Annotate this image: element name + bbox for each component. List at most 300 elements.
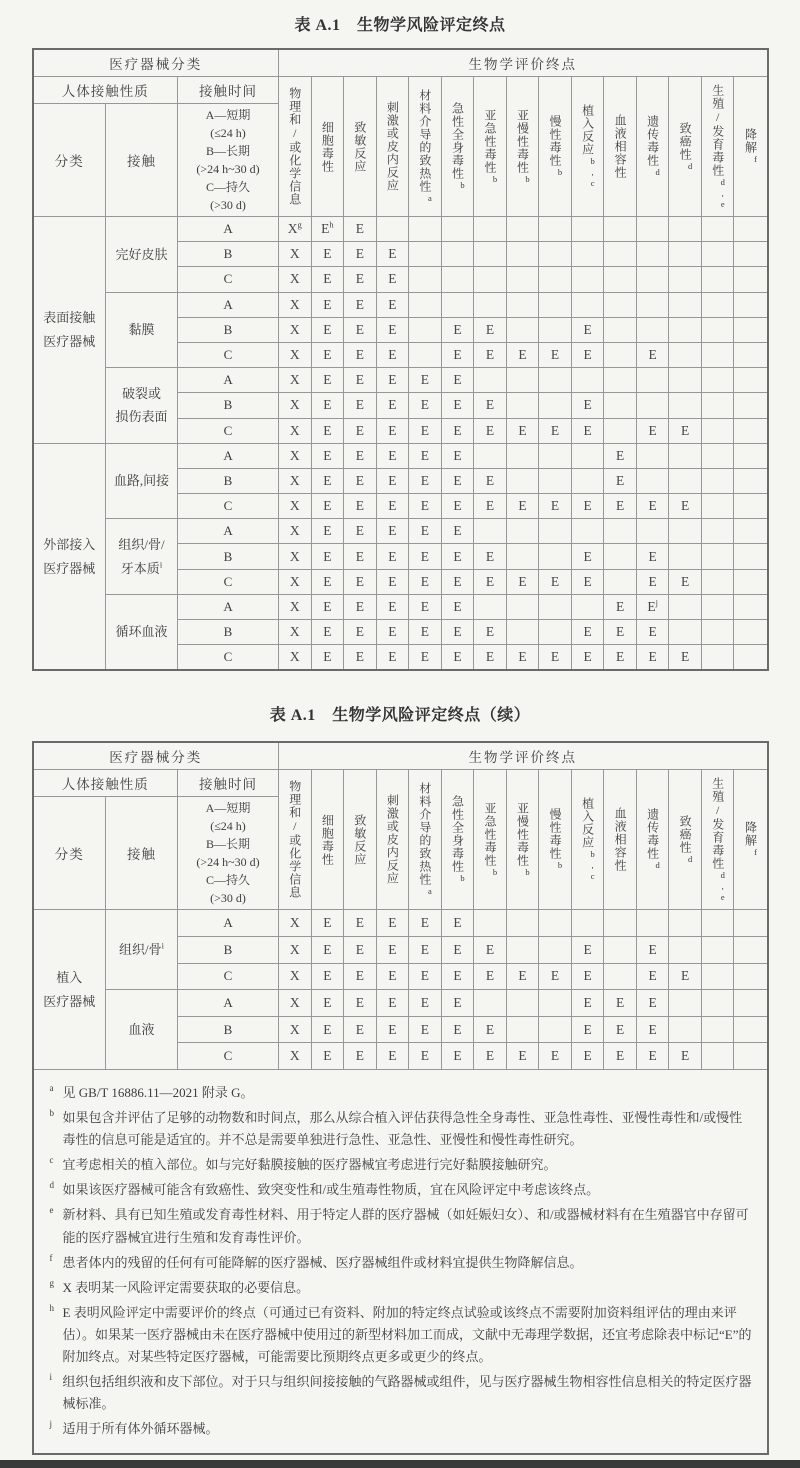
endpoint-mark-cell bbox=[604, 418, 637, 443]
endpoint-column-header: 生殖/发育毒性$^{d,e}$ bbox=[701, 770, 734, 910]
endpoint-mark-cell bbox=[701, 1043, 734, 1069]
endpoint-mark-cell: E bbox=[669, 494, 702, 519]
endpoint-mark-cell: E bbox=[376, 368, 409, 393]
endpoint-mark-cell bbox=[734, 910, 767, 937]
contact-type-cell: 血液 bbox=[106, 990, 178, 1069]
endpoint-mark-cell: E bbox=[311, 393, 344, 418]
endpoint-mark-cell bbox=[604, 292, 637, 317]
endpoint-mark-cell: X bbox=[279, 620, 312, 645]
endpoint-mark-cell bbox=[636, 393, 669, 418]
endpoint-mark-cell bbox=[376, 217, 409, 242]
endpoint-mark-cell: E bbox=[311, 1043, 344, 1069]
endpoint-mark-cell bbox=[701, 342, 734, 367]
endpoint-mark-cell: E bbox=[604, 645, 637, 670]
endpoint-mark-cell bbox=[506, 990, 539, 1017]
footnote-mark: d bbox=[49, 1180, 54, 1191]
endpoint-mark-cell: E bbox=[311, 267, 344, 292]
footnote bbox=[48, 1204, 753, 1248]
endpoint-mark-cell: E bbox=[311, 910, 344, 937]
endpoint-mark-cell: E bbox=[409, 368, 442, 393]
endpoint-mark-cell: E bbox=[604, 494, 637, 519]
endpoint-mark-cell bbox=[701, 267, 734, 292]
contact-type-cell: 血路,间接 bbox=[106, 443, 178, 519]
contact-duration-cell: C bbox=[178, 342, 279, 367]
table-2-title: 表 A.1 生物学风险评定终点（续） bbox=[269, 707, 531, 725]
endpoint-mark-cell: E bbox=[376, 317, 409, 342]
contact-duration-cell: B bbox=[178, 1016, 279, 1043]
endpoint-mark-cell bbox=[571, 468, 604, 493]
endpoint-mark-cell: E bbox=[571, 342, 604, 367]
endpoint-mark-cell: X bbox=[279, 342, 312, 367]
endpoint-mark-cell bbox=[506, 544, 539, 569]
contact-type-cell: 组织/骨$^i$ bbox=[106, 910, 178, 990]
endpoint-mark-cell: E bbox=[604, 1016, 637, 1043]
endpoint-mark-cell: E bbox=[344, 468, 377, 493]
contact-type-cell: 破裂或 损伤表面 bbox=[106, 368, 178, 444]
endpoint-mark-cell: E bbox=[474, 317, 507, 342]
endpoint-mark-cell: E bbox=[344, 1016, 377, 1043]
endpoint-mark-cell bbox=[441, 267, 474, 292]
endpoint-mark-cell: E bbox=[636, 544, 669, 569]
endpoint-mark-cell: E bbox=[376, 569, 409, 594]
endpoint-mark-cell: E bbox=[571, 1043, 604, 1069]
endpoint-mark-cell bbox=[539, 242, 572, 267]
footnote-mark: i bbox=[49, 1372, 53, 1383]
contact-duration-cell: C bbox=[178, 1043, 279, 1069]
endpoint-mark-cell: E bbox=[441, 569, 474, 594]
endpoint-mark-cell: E bbox=[344, 594, 377, 619]
endpoint-mark-cell: X bbox=[279, 317, 312, 342]
endpoints-table bbox=[34, 743, 767, 1069]
endpoint-mark-cell: E bbox=[441, 519, 474, 544]
endpoint-mark-cell bbox=[409, 242, 442, 267]
endpoint-mark-cell bbox=[506, 393, 539, 418]
endpoint-mark-cell: E bbox=[474, 569, 507, 594]
endpoint-mark-cell: E bbox=[571, 936, 604, 963]
table-row bbox=[34, 292, 767, 317]
endpoint-mark-cell bbox=[734, 393, 767, 418]
contact-duration-cell: B bbox=[178, 242, 279, 267]
endpoint-mark-cell bbox=[539, 468, 572, 493]
endpoint-column-header: 亚慢性毒性$^b$ bbox=[506, 770, 539, 910]
endpoint-mark-cell: E bbox=[474, 393, 507, 418]
endpoint-mark-cell bbox=[539, 910, 572, 937]
endpoint-mark-cell: E bbox=[344, 418, 377, 443]
endpoint-mark-cell: E bbox=[636, 342, 669, 367]
endpoint-mark-cell: X bbox=[279, 468, 312, 493]
contact-header: 接触 bbox=[106, 104, 178, 217]
endpoint-mark-cell bbox=[441, 242, 474, 267]
endpoint-mark-cell bbox=[734, 519, 767, 544]
endpoint-mark-cell bbox=[506, 292, 539, 317]
endpoint-mark-cell: E bbox=[506, 963, 539, 990]
header-row-1 bbox=[34, 743, 767, 770]
footnote-mark: e bbox=[49, 1205, 54, 1216]
bio-endpoints-header: 生物学评价终点 bbox=[279, 743, 767, 770]
endpoint-mark-cell bbox=[701, 963, 734, 990]
endpoint-mark-cell: E bbox=[571, 645, 604, 670]
endpoint-mark-cell: E bbox=[409, 1043, 442, 1069]
endpoint-column-header: 致癌性$^d$ bbox=[669, 770, 702, 910]
endpoint-mark-cell: E bbox=[311, 494, 344, 519]
endpoint-mark-cell: E bbox=[441, 1016, 474, 1043]
endpoint-mark-cell bbox=[604, 393, 637, 418]
endpoint-mark-cell bbox=[441, 292, 474, 317]
endpoint-mark-cell bbox=[734, 1043, 767, 1069]
endpoint-mark-cell: E bbox=[344, 620, 377, 645]
endpoint-mark-cell bbox=[734, 217, 767, 242]
endpoint-mark-cell bbox=[571, 519, 604, 544]
table-2-container bbox=[32, 741, 769, 1455]
endpoint-column-header: 降解$^f$ bbox=[734, 77, 767, 217]
endpoint-mark-cell bbox=[604, 368, 637, 393]
endpoint-mark-cell: E bbox=[474, 963, 507, 990]
endpoint-mark-cell: E bbox=[344, 910, 377, 937]
endpoint-mark-cell bbox=[669, 217, 702, 242]
endpoint-mark-cell: E bbox=[636, 1016, 669, 1043]
endpoint-mark-cell bbox=[506, 443, 539, 468]
endpoint-mark-cell: E bbox=[376, 645, 409, 670]
endpoint-mark-cell bbox=[701, 217, 734, 242]
endpoint-column-header: 材料介导的致热性$^a$ bbox=[409, 770, 442, 910]
endpoint-mark-cell: E bbox=[344, 342, 377, 367]
endpoint-mark-cell: E bbox=[311, 1016, 344, 1043]
category-header: 分类 bbox=[34, 797, 106, 910]
endpoint-mark-cell bbox=[474, 910, 507, 937]
contact-time-header: 接触时间 bbox=[178, 770, 279, 797]
endpoint-mark-cell bbox=[701, 936, 734, 963]
endpoint-mark-cell bbox=[636, 468, 669, 493]
footnote-text: 如果包含并评估了足够的动物数和时间点，那么从综合植入评估获得急性全身毒性、亚急性毒性、亚慢性毒性和/或慢性毒性的信息可能是适宜的。并不总是需要单独进行急性、亚急性、亚慢性和慢性毒性研究。 bbox=[62, 1110, 743, 1148]
endpoint-column-header: 细胞毒性 bbox=[311, 770, 344, 910]
endpoint-mark-cell bbox=[734, 620, 767, 645]
endpoint-mark-cell bbox=[604, 544, 637, 569]
endpoint-mark-cell bbox=[734, 292, 767, 317]
endpoint-mark-cell bbox=[636, 519, 669, 544]
contact-duration-cell: B bbox=[178, 620, 279, 645]
endpoint-mark-cell: E bbox=[474, 1016, 507, 1043]
endpoint-mark-cell bbox=[734, 936, 767, 963]
endpoint-mark-cell: E bbox=[344, 936, 377, 963]
endpoint-mark-cell: E bbox=[409, 1016, 442, 1043]
endpoint-mark-cell bbox=[571, 443, 604, 468]
endpoint-column-header: 血液相容性 bbox=[604, 77, 637, 217]
endpoint-mark-cell: E bbox=[376, 519, 409, 544]
contact-header: 接触 bbox=[106, 797, 178, 910]
endpoint-mark-cell bbox=[669, 1016, 702, 1043]
endpoint-mark-cell: E bbox=[636, 645, 669, 670]
endpoint-mark-cell bbox=[506, 368, 539, 393]
endpoint-mark-cell: E bbox=[474, 620, 507, 645]
endpoint-mark-cell: X bbox=[279, 519, 312, 544]
endpoint-mark-cell bbox=[409, 292, 442, 317]
endpoint-mark-cell: E bbox=[311, 443, 344, 468]
endpoint-mark-cell: E bbox=[474, 418, 507, 443]
endpoint-mark-cell: E bbox=[409, 519, 442, 544]
endpoints-table bbox=[34, 50, 767, 669]
contact-duration-cell: B bbox=[178, 544, 279, 569]
endpoint-mark-cell: X bbox=[279, 544, 312, 569]
endpoint-mark-cell bbox=[734, 494, 767, 519]
endpoint-mark-cell: E bbox=[344, 519, 377, 544]
endpoint-mark-cell: E bbox=[636, 569, 669, 594]
footnote-text: 组织包括组织液和皮下部位。对于只与组织间接接触的气路器械或组件，见与医疗器械生物相容性信息相关的特定医疗器械标准。 bbox=[62, 1374, 752, 1412]
endpoint-mark-cell: E bbox=[571, 1016, 604, 1043]
endpoint-mark-cell bbox=[409, 267, 442, 292]
table-row bbox=[34, 217, 767, 242]
endpoint-mark-cell: E bbox=[441, 494, 474, 519]
endpoint-mark-cell bbox=[506, 217, 539, 242]
endpoint-mark-cell bbox=[734, 569, 767, 594]
contact-duration-cell: A bbox=[178, 368, 279, 393]
endpoint-mark-cell bbox=[474, 990, 507, 1017]
endpoint-column-header: 刺激或皮内反应 bbox=[376, 770, 409, 910]
endpoint-mark-cell: E bbox=[441, 910, 474, 937]
endpoint-mark-cell: X bbox=[279, 242, 312, 267]
category-header: 分类 bbox=[34, 104, 106, 217]
endpoint-mark-cell: E bbox=[344, 267, 377, 292]
contact-duration-cell: A bbox=[178, 519, 279, 544]
endpoint-mark-cell bbox=[571, 267, 604, 292]
endpoint-mark-cell: X bbox=[279, 594, 312, 619]
endpoint-column-header: 致敏反应 bbox=[344, 770, 377, 910]
endpoint-mark-cell: E bbox=[311, 645, 344, 670]
endpoint-mark-cell: E bbox=[409, 963, 442, 990]
endpoint-mark-cell: E bbox=[376, 267, 409, 292]
endpoint-mark-cell: E bbox=[376, 990, 409, 1017]
endpoint-mark-cell bbox=[669, 292, 702, 317]
endpoint-mark-cell: E bbox=[376, 936, 409, 963]
contact-type-cell: 黏膜 bbox=[106, 292, 178, 368]
endpoint-mark-cell: E bbox=[441, 1043, 474, 1069]
endpoint-mark-cell: E bbox=[376, 544, 409, 569]
endpoint-column-header: 慢性毒性$^b$ bbox=[539, 770, 572, 910]
endpoint-mark-cell: E bbox=[506, 494, 539, 519]
endpoint-mark-cell: E bbox=[311, 544, 344, 569]
contact-duration-cell: B bbox=[178, 936, 279, 963]
table-row bbox=[34, 443, 767, 468]
endpoint-mark-cell bbox=[701, 594, 734, 619]
endpoint-mark-cell bbox=[701, 418, 734, 443]
endpoint-mark-cell bbox=[701, 620, 734, 645]
endpoint-mark-cell: E bbox=[311, 936, 344, 963]
endpoint-mark-cell: E bbox=[376, 1016, 409, 1043]
endpoint-mark-cell: E bbox=[474, 468, 507, 493]
endpoint-mark-cell bbox=[636, 242, 669, 267]
endpoint-mark-cell: E bbox=[604, 990, 637, 1017]
endpoint-mark-cell: E bbox=[604, 1043, 637, 1069]
endpoint-mark-cell: E bbox=[376, 468, 409, 493]
endpoint-mark-cell: E bbox=[604, 468, 637, 493]
device-class-header: 医疗器械分类 bbox=[34, 743, 279, 770]
endpoint-mark-cell bbox=[669, 317, 702, 342]
endpoint-mark-cell: E bbox=[441, 544, 474, 569]
endpoint-mark-cell bbox=[636, 292, 669, 317]
endpoint-mark-cell: E bbox=[344, 544, 377, 569]
endpoint-mark-cell: E bbox=[571, 317, 604, 342]
endpoint-mark-cell: E bbox=[344, 990, 377, 1017]
endpoint-mark-cell: E bbox=[376, 242, 409, 267]
endpoint-mark-cell bbox=[409, 342, 442, 367]
endpoint-mark-cell bbox=[571, 594, 604, 619]
endpoint-mark-cell: E bbox=[376, 443, 409, 468]
endpoint-mark-cell bbox=[506, 910, 539, 937]
endpoint-mark-cell bbox=[734, 963, 767, 990]
endpoint-mark-cell: E bbox=[506, 1043, 539, 1069]
contact-nature-header: 人体接触性质 bbox=[34, 770, 178, 797]
endpoint-mark-cell bbox=[701, 494, 734, 519]
endpoint-mark-cell: E bbox=[409, 990, 442, 1017]
endpoint-mark-cell: E bbox=[441, 645, 474, 670]
endpoint-mark-cell: E bbox=[604, 594, 637, 619]
endpoint-mark-cell bbox=[669, 594, 702, 619]
endpoint-mark-cell bbox=[701, 242, 734, 267]
endpoint-mark-cell: E bbox=[636, 418, 669, 443]
endpoint-mark-cell: E bbox=[344, 292, 377, 317]
endpoint-column-header: 亚急性毒性$^b$ bbox=[474, 77, 507, 217]
contact-duration-cell: C bbox=[178, 645, 279, 670]
endpoint-mark-cell: E bbox=[506, 342, 539, 367]
contact-duration-cell: B bbox=[178, 468, 279, 493]
endpoint-mark-cell bbox=[669, 443, 702, 468]
endpoint-mark-cell bbox=[571, 910, 604, 937]
endpoint-mark-cell bbox=[571, 368, 604, 393]
endpoint-mark-cell bbox=[474, 217, 507, 242]
footnote-text: 新材料、具有已知生殖或发育毒性材料、用于特定人群的医疗器械（如妊娠妇女）、和/或器械材料有在生殖器官中存留可能的医疗器械宜进行生殖和发育毒性评价。 bbox=[62, 1207, 749, 1245]
footnote-mark: c bbox=[49, 1155, 54, 1166]
footnote bbox=[48, 1082, 753, 1104]
table-row bbox=[34, 990, 767, 1017]
footnote-text: E 表明风险评定中需要评价的终点（可通过已有资料、附加的特定终点试验或该终点不需要附加资料组评估的理由来评估）。如果某一医疗器械由未在医疗器械中使用过的新型材料加工而成，文献中无毒理学数据，还宜考虑除表中标记“E”的附加终点。对某些特定医疗器械，可能需要比预期终点更多或更少的终点。 bbox=[62, 1304, 752, 1364]
endpoint-mark-cell bbox=[506, 1016, 539, 1043]
device-category-cell: 表面接触 医疗器械 bbox=[34, 217, 106, 444]
endpoint-mark-cell bbox=[734, 368, 767, 393]
footnote bbox=[48, 1277, 753, 1299]
endpoint-mark-cell: E bbox=[409, 494, 442, 519]
footnote-mark: f bbox=[49, 1252, 53, 1263]
footnote-mark: a bbox=[49, 1082, 54, 1093]
endpoint-column-header: 降解$^f$ bbox=[734, 770, 767, 910]
endpoint-mark-cell bbox=[636, 267, 669, 292]
endpoint-mark-cell bbox=[604, 242, 637, 267]
endpoint-mark-cell bbox=[734, 443, 767, 468]
endpoint-column-header: 急性全身毒性$^b$ bbox=[441, 770, 474, 910]
endpoint-mark-cell bbox=[669, 267, 702, 292]
contact-duration-cell: B bbox=[178, 317, 279, 342]
endpoint-mark-cell: E bbox=[571, 393, 604, 418]
table-row bbox=[34, 368, 767, 393]
endpoint-mark-cell: E bbox=[441, 342, 474, 367]
footnote bbox=[48, 1179, 753, 1201]
endpoint-mark-cell bbox=[604, 267, 637, 292]
endpoint-mark-cell: E bbox=[636, 990, 669, 1017]
endpoint-mark-cell: X bbox=[279, 393, 312, 418]
endpoint-mark-cell: E bbox=[409, 569, 442, 594]
endpoint-mark-cell: E bbox=[474, 1043, 507, 1069]
footnote-text: 患者体内的残留的任何有可能降解的医疗器械、医疗器械组件或材料宜提供生物降解信息。 bbox=[62, 1254, 583, 1270]
endpoint-mark-cell bbox=[701, 910, 734, 937]
endpoint-mark-cell: E bbox=[441, 393, 474, 418]
endpoint-mark-cell bbox=[701, 1016, 734, 1043]
endpoint-column-header: 致癌性$^d$ bbox=[669, 77, 702, 217]
endpoint-mark-cell: E bbox=[344, 317, 377, 342]
endpoint-mark-cell: E bbox=[636, 620, 669, 645]
endpoint-mark-cell: E bbox=[571, 569, 604, 594]
endpoint-mark-cell bbox=[506, 317, 539, 342]
endpoint-column-header: 物理和/或化学信息 bbox=[279, 770, 312, 910]
endpoint-mark-cell bbox=[604, 963, 637, 990]
table-row bbox=[34, 910, 767, 937]
endpoint-mark-cell: E bbox=[409, 468, 442, 493]
footnote-text: 宜考虑相关的植入部位。如与完好黏膜接触的医疗器械宜考虑进行完好黏膜接触研究。 bbox=[62, 1157, 557, 1173]
endpoint-mark-cell bbox=[539, 620, 572, 645]
endpoint-mark-cell: E bbox=[539, 494, 572, 519]
endpoint-mark-cell bbox=[474, 594, 507, 619]
table-1-title: 表 A.1 生物学风险评定终点 bbox=[294, 17, 506, 34]
endpoint-mark-cell: X bbox=[279, 1016, 312, 1043]
endpoint-column-header: 物理和/或化学信息 bbox=[279, 77, 312, 217]
endpoint-column-header: 生殖/发育毒性$^{d,e}$ bbox=[701, 77, 734, 217]
endpoint-mark-cell bbox=[539, 1016, 572, 1043]
endpoint-mark-cell bbox=[539, 990, 572, 1017]
contact-duration-cell: C bbox=[178, 418, 279, 443]
contact-duration-cell: A bbox=[178, 443, 279, 468]
endpoint-mark-cell bbox=[734, 990, 767, 1017]
endpoint-mark-cell: E bbox=[441, 368, 474, 393]
endpoint-mark-cell bbox=[636, 217, 669, 242]
endpoint-mark-cell bbox=[636, 910, 669, 937]
contact-duration-cell: A bbox=[178, 990, 279, 1017]
endpoint-mark-cell: E bbox=[669, 963, 702, 990]
endpoint-mark-cell: X bbox=[279, 1043, 312, 1069]
contact-nature-header: 人体接触性质 bbox=[34, 77, 178, 104]
endpoint-mark-cell: E bbox=[409, 544, 442, 569]
endpoint-mark-cell bbox=[669, 393, 702, 418]
contact-duration-cell: A bbox=[178, 594, 279, 619]
endpoint-mark-cell bbox=[734, 317, 767, 342]
endpoint-mark-cell: E bbox=[311, 292, 344, 317]
bottom-scan-bar bbox=[0, 1460, 800, 1468]
endpoint-mark-cell: E bbox=[474, 936, 507, 963]
endpoint-column-header: 遗传毒性$^d$ bbox=[636, 77, 669, 217]
endpoint-column-header: 细胞毒性 bbox=[311, 77, 344, 217]
endpoint-mark-cell bbox=[734, 544, 767, 569]
endpoint-mark-cell bbox=[636, 317, 669, 342]
endpoint-mark-cell: E bbox=[571, 544, 604, 569]
endpoint-mark-cell: X bbox=[279, 267, 312, 292]
endpoint-mark-cell: E bbox=[344, 443, 377, 468]
endpoint-mark-cell bbox=[506, 519, 539, 544]
endpoint-mark-cell: E bbox=[669, 645, 702, 670]
endpoint-mark-cell: E bbox=[311, 418, 344, 443]
endpoint-mark-cell bbox=[571, 292, 604, 317]
footnotes-section bbox=[34, 1069, 767, 1453]
endpoint-mark-cell bbox=[701, 393, 734, 418]
endpoint-mark-cell bbox=[539, 544, 572, 569]
endpoint-mark-cell bbox=[506, 594, 539, 619]
endpoint-mark-cell bbox=[669, 519, 702, 544]
endpoint-mark-cell bbox=[474, 292, 507, 317]
endpoint-mark-cell: E bbox=[344, 645, 377, 670]
endpoint-mark-cell bbox=[669, 910, 702, 937]
endpoint-mark-cell: E bbox=[571, 990, 604, 1017]
endpoint-mark-cell bbox=[539, 594, 572, 619]
footnote-mark: g bbox=[49, 1277, 54, 1288]
contact-type-cell: 循环血液 bbox=[106, 594, 178, 669]
endpoint-mark-cell bbox=[539, 267, 572, 292]
endpoint-mark-cell: E bbox=[376, 342, 409, 367]
endpoint-mark-cell: E bbox=[604, 443, 637, 468]
